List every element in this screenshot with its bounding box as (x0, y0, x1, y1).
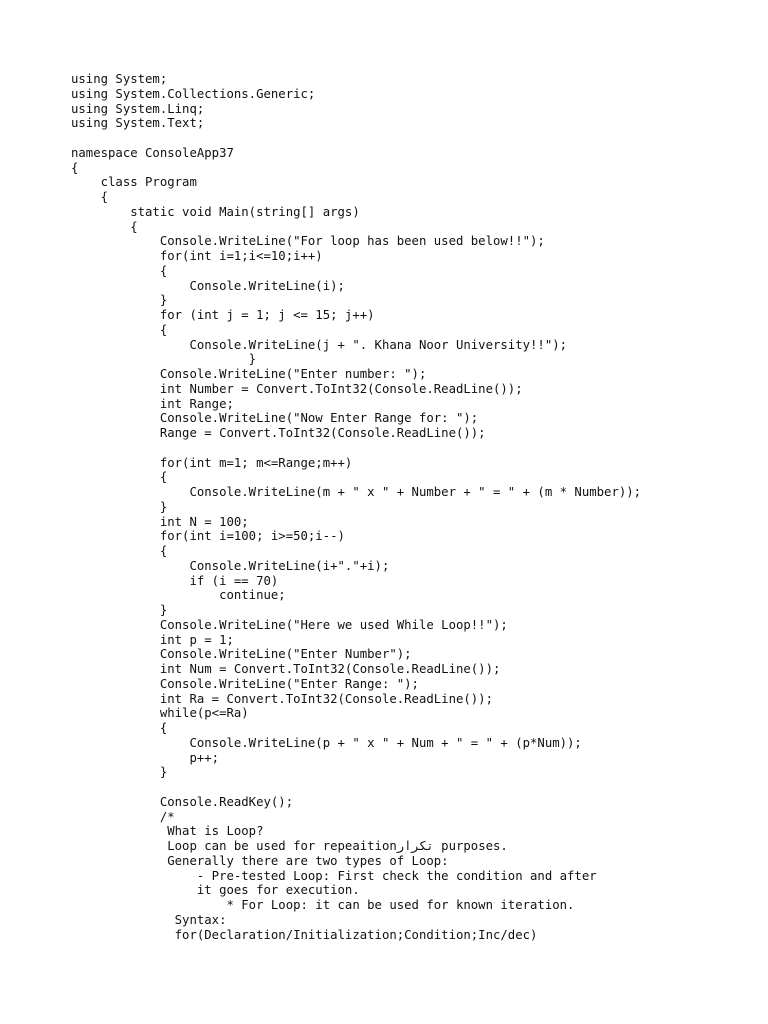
code-line: int N = 100; (71, 514, 249, 529)
code-line: Console.WriteLine("Now Enter Range for: "); (71, 411, 479, 426)
code-line: } (71, 499, 168, 514)
code-line: p++; (71, 750, 220, 765)
code-line: - Pre-tested Loop: First check the condition and after (71, 868, 597, 883)
code-line: Console.WriteLine("Enter Number"); (71, 647, 412, 662)
code-line: it goes for execution. (71, 883, 360, 898)
code-line: } (71, 293, 168, 308)
code-line: int p = 1; (71, 632, 234, 647)
code-line: { (71, 470, 168, 485)
code-line: Loop can be used for repeaitionتکرار purposes. (71, 839, 508, 853)
code-line: int Number = Convert.ToInt32(Console.ReadLine()); (71, 381, 523, 396)
code-line (71, 131, 751, 146)
code-line: class Program (71, 175, 197, 190)
code-line: Generally there are two types of Loop: (71, 853, 449, 868)
code-line: Console.WriteLine(p + " x " + Num + " = " + (p*Num)); (71, 735, 582, 750)
code-line: Console.WriteLine(i); (71, 278, 345, 293)
code-line: static void Main(string[] args) (71, 204, 360, 219)
code-line: using System.Text; (71, 116, 205, 131)
code-line: } (71, 765, 168, 780)
code-line: { (71, 219, 138, 234)
code-line: Console.WriteLine(j + ". Khana Noor University!!"); (71, 337, 568, 352)
code-line: namespace ConsoleApp37 (71, 145, 234, 160)
code-line: } (71, 603, 168, 617)
code-line: int Ra = Convert.ToInt32(Console.ReadLine()); (71, 691, 493, 706)
code-line: { (71, 322, 168, 337)
code-line: /* (71, 809, 175, 824)
code-line: } (71, 352, 257, 367)
code-line: for(int i=100; i>=50;i--) (71, 529, 345, 544)
code-line: Console.WriteLine("For loop has been used below!!"); (71, 234, 545, 249)
code-line: for (int j = 1; j <= 15; j++) (71, 308, 375, 322)
code-line: int Num = Convert.ToInt32(Console.ReadLine()); (71, 662, 501, 676)
code-line: Console.WriteLine(m + " x " + Number + " = " + (m * Number)); (71, 485, 642, 499)
code-line: int Range; (71, 396, 234, 411)
code-line: using System.Collections.Generic; (71, 86, 316, 101)
code-line: Syntax: (71, 912, 227, 927)
code-line: { (71, 544, 168, 558)
code-line: using System.Linq; (71, 101, 205, 116)
code-line: { (71, 190, 109, 204)
code-line: for(int m=1; m<=Range;m++) (71, 455, 353, 470)
code-line: Console.WriteLine("Enter number: "); (71, 367, 427, 381)
code-line: if (i == 70) (71, 573, 279, 588)
code-line: while(p<=Ra) (71, 706, 249, 721)
code-line: What is Loop? (71, 824, 264, 839)
code-document (71, 72, 751, 942)
code-line: Range = Convert.ToInt32(Console.ReadLine()); (71, 426, 486, 440)
code-line: * For Loop: it can be used for known iteration. (71, 898, 575, 912)
code-line (71, 441, 751, 456)
code-line: { (71, 721, 168, 735)
code-line: for(int i=1;i<=10;i++) (71, 249, 323, 263)
code-line: Console.WriteLine("Here we used While Loop!!"); (71, 617, 508, 632)
code-line: Console.WriteLine("Enter Range: "); (71, 676, 419, 691)
code-line: Console.ReadKey(); (71, 794, 294, 809)
code-line: { (71, 160, 79, 175)
code-line: using System; (71, 72, 168, 86)
code-line: continue; (71, 588, 286, 603)
code-line: Console.WriteLine(i+"."+i); (71, 558, 390, 573)
code-line: { (71, 263, 168, 278)
code-line (71, 780, 751, 795)
code-line: for(Declaration/Initialization;Condition;Inc/dec) (71, 927, 538, 942)
